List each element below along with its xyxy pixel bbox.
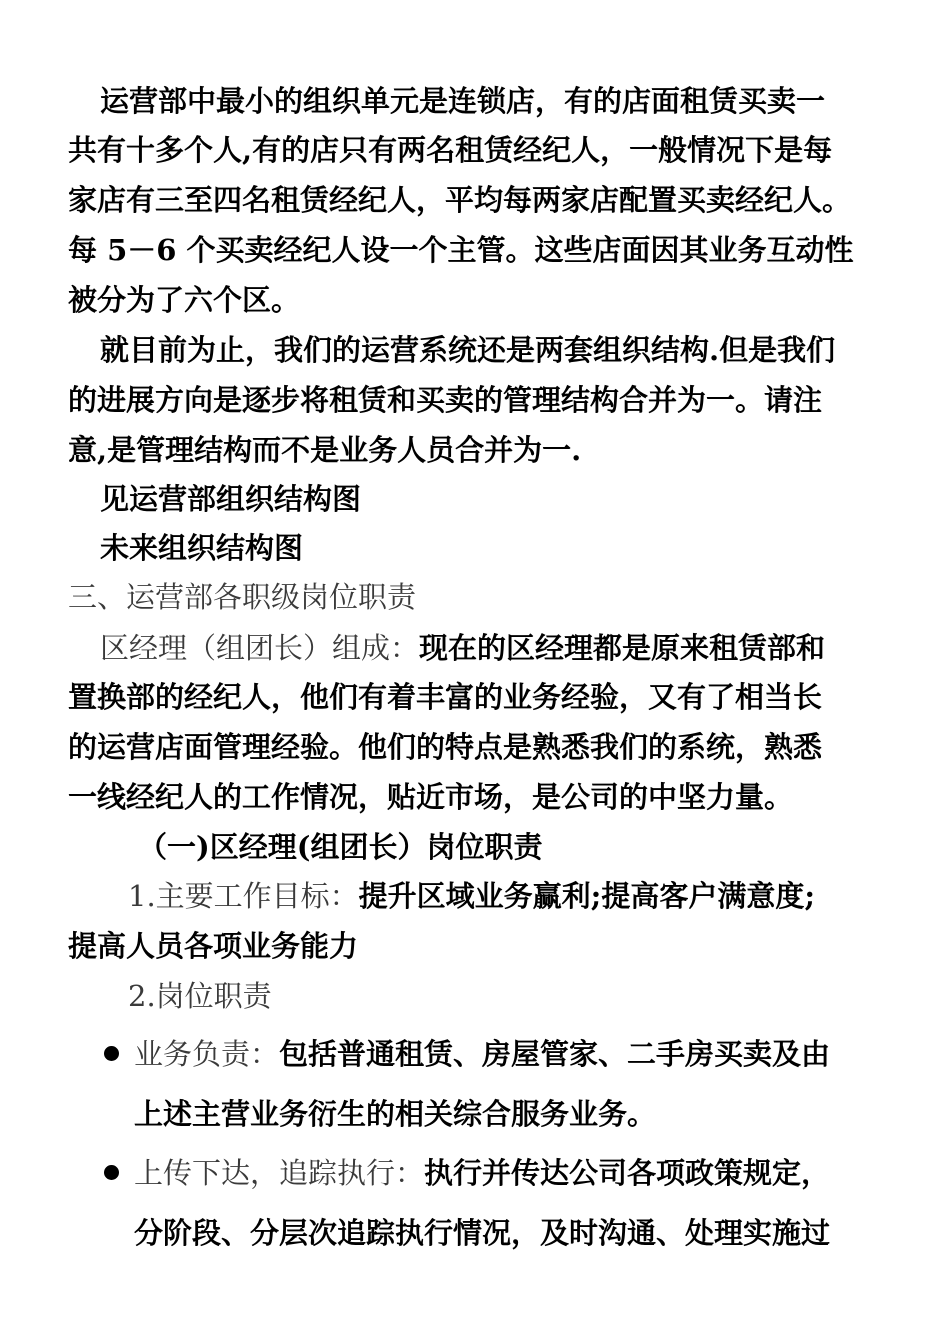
body-text-line: 家店有三至四名租赁经纪人，平均每两家店配置买卖经纪人。	[68, 183, 852, 217]
body-text-line: 置换部的经纪人，他们有着丰富的业务经验，又有了相当长	[68, 680, 823, 714]
section-heading: 三、运营部各职级岗位职责	[68, 580, 417, 614]
body-text-line: 一线经纪人的工作情况，贴近市场，是公司的中坚力量。	[68, 780, 794, 814]
composition-label: 区经理（组团长）组成：	[100, 631, 420, 665]
body-text-line: 就目前为止，我们的运营系统还是两套组织结构.但是我们	[100, 333, 836, 367]
body-text-line: 意,是管理结构而不是业务人员合并为一.	[68, 433, 582, 467]
composition-text: 现在的区经理都是原来租赁部和	[419, 631, 826, 665]
chart-reference: 未来组织结构图	[100, 531, 304, 565]
body-text-line: 被分为了六个区。	[68, 283, 301, 317]
subsection-heading: （一)区经理(组团长）岗位职责	[138, 830, 543, 864]
body-text-line: 共有十多个人,有的店只有两名租赁经纪人，一般情况下是每	[68, 133, 833, 167]
bullet-label: 上传下达，追踪执行：	[134, 1156, 425, 1190]
bullet-text: 包括普通租赁、房屋管家、二手房买卖及由	[279, 1037, 831, 1071]
bullet-text-line: 上述主营业务衍生的相关综合服务业务。	[134, 1097, 657, 1131]
duty-heading: 2.岗位职责	[128, 979, 272, 1013]
chart-reference: 见运营部组织结构图	[100, 482, 362, 516]
body-text-line: 每 5－6 个买卖经纪人设一个主管。这些店面因其业务互动性	[68, 233, 854, 267]
body-text-line: 运营部中最小的组织单元是连锁店，有的店面租赁买卖一	[100, 84, 826, 118]
goal-line	[128, 876, 815, 916]
bullet-dot-icon	[104, 1165, 119, 1180]
body-text-line: 的运营店面管理经验。他们的特点是熟悉我们的系统，熟悉	[68, 730, 823, 764]
bullet-label: 业务负责：	[134, 1037, 280, 1071]
bullet-item	[134, 1153, 830, 1193]
bullet-item	[134, 1034, 830, 1074]
bullet-text-line: 分阶段、分层次追踪执行情况，及时沟通、处理实施过	[134, 1216, 831, 1250]
bullet-text: 执行并传达公司各项政策规定，	[424, 1156, 831, 1190]
body-text-line: 的进展方向是逐步将租赁和买卖的管理结构合并为一。请注	[68, 383, 823, 417]
body-text-line: 提高人员各项业务能力	[68, 929, 359, 963]
composition-line	[100, 628, 825, 668]
goal-text: 提升区域业务赢利;提高客户满意度;	[358, 879, 816, 913]
bullet-dot-icon	[104, 1046, 119, 1061]
goal-label: 1.主要工作目标：	[128, 879, 359, 913]
